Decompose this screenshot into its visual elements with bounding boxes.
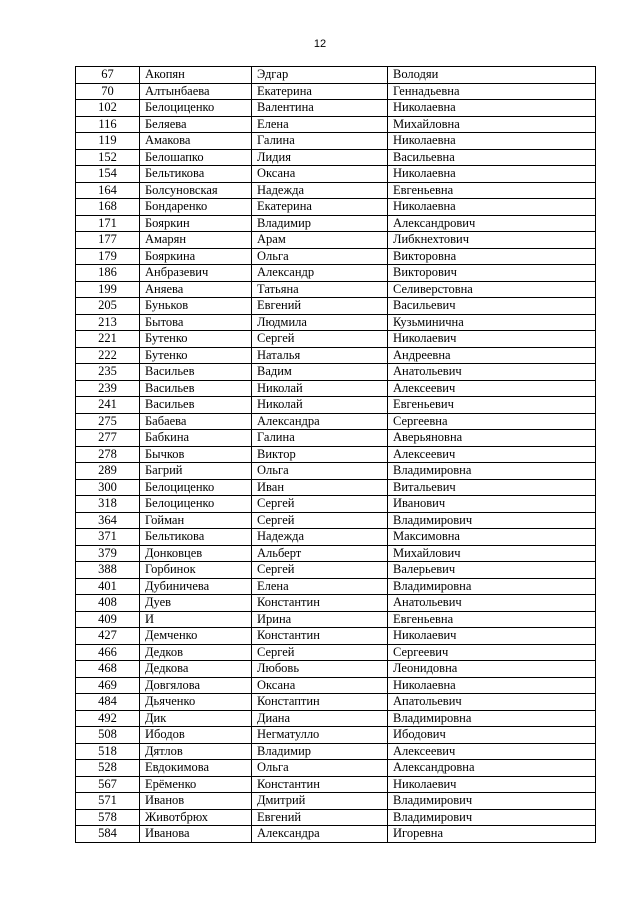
last-name-cell: Бутенко: [140, 331, 252, 348]
table-row: [76, 298, 596, 315]
first-name-cell: Оксана: [252, 677, 388, 694]
table-row: [76, 760, 596, 777]
last-name-cell: Аняева: [140, 281, 252, 298]
last-name-cell: Иванова: [140, 826, 252, 843]
patronymic-cell: Владимирович: [388, 512, 596, 529]
table-row: [76, 380, 596, 397]
table-row: [76, 133, 596, 150]
record-number-cell: 213: [76, 314, 140, 331]
record-number-cell: 567: [76, 776, 140, 793]
first-name-cell: Владимир: [252, 743, 388, 760]
table-row: [76, 661, 596, 678]
last-name-cell: Бельтикова: [140, 529, 252, 546]
last-name-cell: Акопян: [140, 67, 252, 84]
patronymic-cell: Алексеевич: [388, 380, 596, 397]
table-row: [76, 364, 596, 381]
first-name-cell: Сергей: [252, 562, 388, 579]
table-row: [76, 809, 596, 826]
first-name-cell: Константин: [252, 628, 388, 645]
patronymic-cell: Кузьминична: [388, 314, 596, 331]
table-row: [76, 611, 596, 628]
last-name-cell: Болсуновская: [140, 182, 252, 199]
patronymic-cell: Владимировна: [388, 463, 596, 480]
table-row: [76, 793, 596, 810]
last-name-cell: Довгялова: [140, 677, 252, 694]
patronymic-cell: Игоревна: [388, 826, 596, 843]
table-row: [76, 67, 596, 84]
record-number-cell: 379: [76, 545, 140, 562]
first-name-cell: Любовь: [252, 661, 388, 678]
record-number-cell: 318: [76, 496, 140, 513]
patronymic-cell: Алексеевич: [388, 446, 596, 463]
table-row: [76, 743, 596, 760]
last-name-cell: Багрий: [140, 463, 252, 480]
record-number-cell: 275: [76, 413, 140, 430]
last-name-cell: Алтынбаева: [140, 83, 252, 100]
record-number-cell: 222: [76, 347, 140, 364]
patronymic-cell: Михайловна: [388, 116, 596, 133]
last-name-cell: Бабаева: [140, 413, 252, 430]
record-number-cell: 70: [76, 83, 140, 100]
record-number-cell: 401: [76, 578, 140, 595]
patronymic-cell: Александровна: [388, 760, 596, 777]
patronymic-cell: Андреевна: [388, 347, 596, 364]
patronymic-cell: Геннадьевна: [388, 83, 596, 100]
patronymic-cell: Михайлович: [388, 545, 596, 562]
last-name-cell: Ибодов: [140, 727, 252, 744]
table-row: [76, 776, 596, 793]
roster-table: [75, 66, 596, 843]
first-name-cell: Лидия: [252, 149, 388, 166]
record-number-cell: 388: [76, 562, 140, 579]
table-row: [76, 413, 596, 430]
record-number-cell: 571: [76, 793, 140, 810]
record-number-cell: 300: [76, 479, 140, 496]
patronymic-cell: Володяи: [388, 67, 596, 84]
patronymic-cell: Николаевна: [388, 166, 596, 183]
last-name-cell: Горбинок: [140, 562, 252, 579]
last-name-cell: Дубиничева: [140, 578, 252, 595]
patronymic-cell: Анатольевич: [388, 595, 596, 612]
table-row: [76, 826, 596, 843]
table-row: [76, 496, 596, 513]
last-name-cell: Дятлов: [140, 743, 252, 760]
last-name-cell: Васильев: [140, 397, 252, 414]
first-name-cell: Евгений: [252, 809, 388, 826]
first-name-cell: Ирина: [252, 611, 388, 628]
table-row: [76, 727, 596, 744]
record-number-cell: 164: [76, 182, 140, 199]
first-name-cell: Александр: [252, 265, 388, 282]
first-name-cell: Галина: [252, 430, 388, 447]
last-name-cell: Иванов: [140, 793, 252, 810]
record-number-cell: 578: [76, 809, 140, 826]
last-name-cell: Амакова: [140, 133, 252, 150]
first-name-cell: Ольга: [252, 463, 388, 480]
patronymic-cell: Владимирович: [388, 793, 596, 810]
patronymic-cell: Николаевич: [388, 628, 596, 645]
patronymic-cell: Васильевич: [388, 298, 596, 315]
last-name-cell: Амарян: [140, 232, 252, 249]
patronymic-cell: Анатольевич: [388, 364, 596, 381]
last-name-cell: Бычков: [140, 446, 252, 463]
first-name-cell: Негматулло: [252, 727, 388, 744]
patronymic-cell: Евгеньевич: [388, 397, 596, 414]
first-name-cell: Николай: [252, 397, 388, 414]
record-number-cell: 186: [76, 265, 140, 282]
record-number-cell: 508: [76, 727, 140, 744]
table-row: [76, 166, 596, 183]
last-name-cell: Гойман: [140, 512, 252, 529]
record-number-cell: 119: [76, 133, 140, 150]
table-row: [76, 628, 596, 645]
record-number-cell: 154: [76, 166, 140, 183]
table-row: [76, 479, 596, 496]
last-name-cell: Демченко: [140, 628, 252, 645]
last-name-cell: И: [140, 611, 252, 628]
record-number-cell: 364: [76, 512, 140, 529]
record-number-cell: 469: [76, 677, 140, 694]
record-number-cell: 492: [76, 710, 140, 727]
patronymic-cell: Владимировна: [388, 578, 596, 595]
last-name-cell: Ерёменко: [140, 776, 252, 793]
first-name-cell: Екатерина: [252, 199, 388, 216]
patronymic-cell: Николаевна: [388, 133, 596, 150]
first-name-cell: Эдгар: [252, 67, 388, 84]
record-number-cell: 528: [76, 760, 140, 777]
record-number-cell: 67: [76, 67, 140, 84]
last-name-cell: Дедков: [140, 644, 252, 661]
table-row: [76, 116, 596, 133]
first-name-cell: Николай: [252, 380, 388, 397]
table-row: [76, 281, 596, 298]
first-name-cell: Надежда: [252, 529, 388, 546]
last-name-cell: Дик: [140, 710, 252, 727]
first-name-cell: Вадим: [252, 364, 388, 381]
patronymic-cell: Либкнехтович: [388, 232, 596, 249]
record-number-cell: 584: [76, 826, 140, 843]
last-name-cell: Евдокимова: [140, 760, 252, 777]
patronymic-cell: Селиверстовна: [388, 281, 596, 298]
last-name-cell: Бабкина: [140, 430, 252, 447]
patronymic-cell: Викторовна: [388, 248, 596, 265]
last-name-cell: Белоциценко: [140, 100, 252, 117]
patronymic-cell: Сергеевна: [388, 413, 596, 430]
last-name-cell: Дьяченко: [140, 694, 252, 711]
page-number: 12: [313, 38, 327, 50]
first-name-cell: Констаптин: [252, 694, 388, 711]
record-number-cell: 205: [76, 298, 140, 315]
record-number-cell: 152: [76, 149, 140, 166]
first-name-cell: Евгений: [252, 298, 388, 315]
patronymic-cell: Александрович: [388, 215, 596, 232]
first-name-cell: Виктор: [252, 446, 388, 463]
patronymic-cell: Владимирович: [388, 809, 596, 826]
table-row: [76, 100, 596, 117]
record-number-cell: 409: [76, 611, 140, 628]
last-name-cell: Беляева: [140, 116, 252, 133]
table-row: [76, 232, 596, 249]
table-row: [76, 265, 596, 282]
record-number-cell: 179: [76, 248, 140, 265]
table-row: [76, 83, 596, 100]
record-number-cell: 427: [76, 628, 140, 645]
record-number-cell: 466: [76, 644, 140, 661]
first-name-cell: Дмитрий: [252, 793, 388, 810]
last-name-cell: Белошапко: [140, 149, 252, 166]
patronymic-cell: Николаевич: [388, 776, 596, 793]
first-name-cell: Альберт: [252, 545, 388, 562]
patronymic-cell: Владимировна: [388, 710, 596, 727]
patronymic-cell: Николаевна: [388, 100, 596, 117]
record-number-cell: 278: [76, 446, 140, 463]
last-name-cell: Бояркина: [140, 248, 252, 265]
record-number-cell: 408: [76, 595, 140, 612]
table-row: [76, 199, 596, 216]
table-row: [76, 512, 596, 529]
last-name-cell: Васильев: [140, 380, 252, 397]
patronymic-cell: Сергеевич: [388, 644, 596, 661]
record-number-cell: 235: [76, 364, 140, 381]
patronymic-cell: Леонидовна: [388, 661, 596, 678]
patronymic-cell: Николаевна: [388, 677, 596, 694]
last-name-cell: Донковцев: [140, 545, 252, 562]
first-name-cell: Ольга: [252, 248, 388, 265]
patronymic-cell: Ибодович: [388, 727, 596, 744]
first-name-cell: Надежда: [252, 182, 388, 199]
table-row: [76, 248, 596, 265]
patronymic-cell: Аверьяновна: [388, 430, 596, 447]
last-name-cell: Буньков: [140, 298, 252, 315]
first-name-cell: Диана: [252, 710, 388, 727]
record-number-cell: 171: [76, 215, 140, 232]
last-name-cell: Бытова: [140, 314, 252, 331]
table-row: [76, 545, 596, 562]
first-name-cell: Галина: [252, 133, 388, 150]
patronymic-cell: Валерьевич: [388, 562, 596, 579]
patronymic-cell: Иванович: [388, 496, 596, 513]
first-name-cell: Александра: [252, 413, 388, 430]
patronymic-cell: Максимовна: [388, 529, 596, 546]
patronymic-cell: Николаевна: [388, 199, 596, 216]
last-name-cell: Дедкова: [140, 661, 252, 678]
record-number-cell: 239: [76, 380, 140, 397]
first-name-cell: Арам: [252, 232, 388, 249]
patronymic-cell: Витальевич: [388, 479, 596, 496]
record-number-cell: 518: [76, 743, 140, 760]
first-name-cell: Сергей: [252, 496, 388, 513]
record-number-cell: 289: [76, 463, 140, 480]
record-number-cell: 484: [76, 694, 140, 711]
last-name-cell: Белоциценко: [140, 479, 252, 496]
record-number-cell: 177: [76, 232, 140, 249]
first-name-cell: Сергей: [252, 512, 388, 529]
table-row: [76, 694, 596, 711]
first-name-cell: Владимир: [252, 215, 388, 232]
patronymic-cell: Николаевич: [388, 331, 596, 348]
first-name-cell: Оксана: [252, 166, 388, 183]
table-row: [76, 562, 596, 579]
last-name-cell: Бельтикова: [140, 166, 252, 183]
roster-table-body: [76, 67, 596, 843]
first-name-cell: Елена: [252, 578, 388, 595]
first-name-cell: Ольга: [252, 760, 388, 777]
first-name-cell: Константин: [252, 595, 388, 612]
first-name-cell: Наталья: [252, 347, 388, 364]
record-number-cell: 102: [76, 100, 140, 117]
table-row: [76, 149, 596, 166]
table-row: [76, 595, 596, 612]
table-row: [76, 182, 596, 199]
table-row: [76, 397, 596, 414]
first-name-cell: Александра: [252, 826, 388, 843]
first-name-cell: Константин: [252, 776, 388, 793]
first-name-cell: Людмила: [252, 314, 388, 331]
last-name-cell: Животбрюх: [140, 809, 252, 826]
last-name-cell: Анбразевич: [140, 265, 252, 282]
last-name-cell: Бояркин: [140, 215, 252, 232]
patronymic-cell: Викторович: [388, 265, 596, 282]
table-row: [76, 529, 596, 546]
table-row: [76, 430, 596, 447]
record-number-cell: 221: [76, 331, 140, 348]
table-row: [76, 446, 596, 463]
last-name-cell: Белоциценко: [140, 496, 252, 513]
first-name-cell: Екатерина: [252, 83, 388, 100]
patronymic-cell: Алексеевич: [388, 743, 596, 760]
last-name-cell: Васильев: [140, 364, 252, 381]
first-name-cell: Сергей: [252, 644, 388, 661]
first-name-cell: Сергей: [252, 331, 388, 348]
table-row: [76, 677, 596, 694]
first-name-cell: Елена: [252, 116, 388, 133]
table-row: [76, 578, 596, 595]
patronymic-cell: Васильевна: [388, 149, 596, 166]
patronymic-cell: Апатольевич: [388, 694, 596, 711]
patronymic-cell: Евгеньевна: [388, 611, 596, 628]
record-number-cell: 468: [76, 661, 140, 678]
last-name-cell: Бутенко: [140, 347, 252, 364]
table-row: [76, 215, 596, 232]
table-row: [76, 314, 596, 331]
first-name-cell: Валентина: [252, 100, 388, 117]
patronymic-cell: Евгеньевна: [388, 182, 596, 199]
table-row: [76, 710, 596, 727]
first-name-cell: Иван: [252, 479, 388, 496]
first-name-cell: Татьяна: [252, 281, 388, 298]
table-row: [76, 463, 596, 480]
last-name-cell: Бондаренко: [140, 199, 252, 216]
record-number-cell: 199: [76, 281, 140, 298]
table-row: [76, 644, 596, 661]
record-number-cell: 371: [76, 529, 140, 546]
record-number-cell: 277: [76, 430, 140, 447]
table-row: [76, 347, 596, 364]
table-row: [76, 331, 596, 348]
last-name-cell: Дуев: [140, 595, 252, 612]
record-number-cell: 116: [76, 116, 140, 133]
record-number-cell: 241: [76, 397, 140, 414]
record-number-cell: 168: [76, 199, 140, 216]
